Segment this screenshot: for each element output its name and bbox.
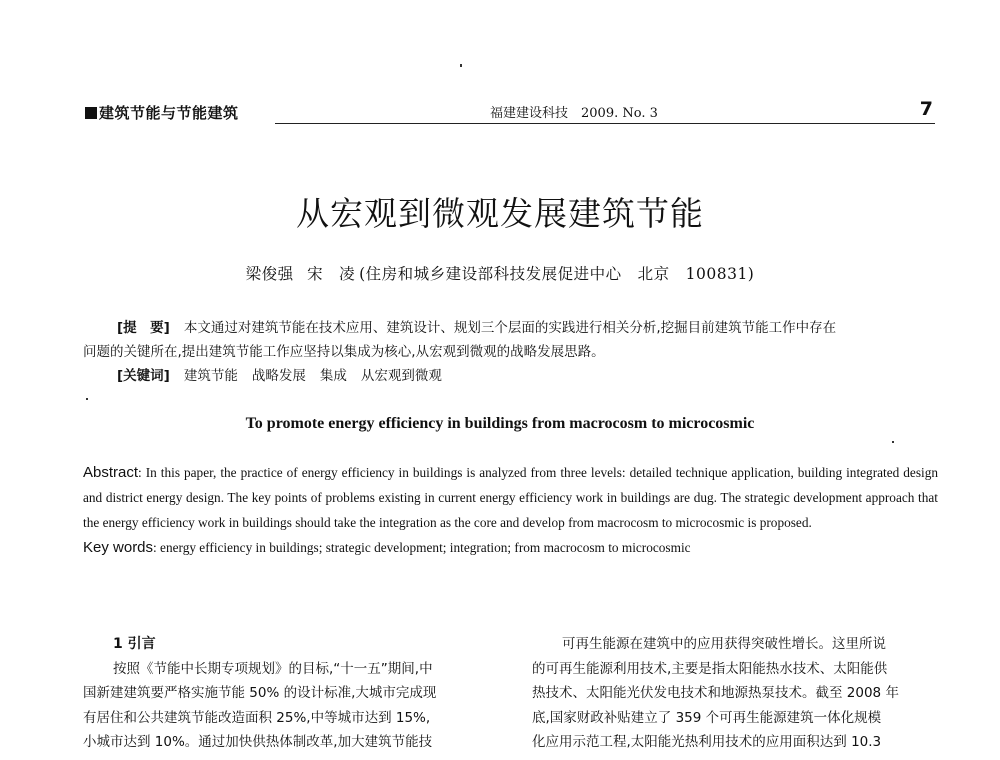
body-line: 底,国家财政补贴建立了 359 个可再生能源建筑一体化规模 bbox=[532, 709, 882, 726]
keywords-zh-label: [关键词] bbox=[117, 368, 170, 384]
section-square-icon bbox=[85, 107, 97, 119]
keyword-zh: 战略发展 bbox=[251, 368, 306, 384]
abstract-zh-label: [提 要] bbox=[117, 320, 170, 336]
abstract-zh-line: 问题的关键所在,提出建筑节能工作应坚持以集成为核心,从宏观到微观的战略发展思路。 bbox=[83, 344, 605, 360]
scan-speck bbox=[892, 441, 894, 443]
body-line: 的可再生能源利用技术,主要是指太阳能热水技术、太阳能供 bbox=[532, 660, 888, 677]
keywords-en-text: : energy efficiency in buildings; strategic development; integration; from macrocosm to microcosmic bbox=[153, 540, 691, 555]
body-line: 可再生能源在建筑中的应用获得突破性增长。这里所说 bbox=[562, 636, 886, 652]
keyword-zh: 建筑节能 bbox=[183, 368, 238, 384]
author-name: 梁俊强 bbox=[245, 265, 294, 283]
keywords-en-label: Key words bbox=[83, 539, 154, 556]
body-line: 国新建建筑要严格实施节能 50% 的设计标准,大城市完成现 bbox=[83, 685, 437, 701]
body-line: 小城市达到 10%。通过加快供热体制改革,加大建筑节能技 bbox=[83, 734, 433, 750]
abstract-en-paragraph bbox=[83, 460, 938, 535]
body-column-left bbox=[83, 632, 473, 755]
keyword-zh: 从宏观到微观 bbox=[360, 368, 442, 384]
header-rule bbox=[275, 123, 935, 124]
header-section-label bbox=[85, 102, 239, 123]
abstract-zh-line bbox=[83, 316, 943, 340]
body-column-right bbox=[532, 632, 937, 755]
abstract-en-text: : In this paper, the practice of energy efficiency in buildings is analyzed from three levels: detailed technique application, building integrated design and district energy design. The key points of problems existing in current energy efficiency work in buildings are dug. The strategic development approach that the energy efficiency work in buildings should take the integration as the core and develop from macrocosm to microcosmic is proposed. bbox=[83, 465, 938, 530]
keywords-en-paragraph bbox=[83, 535, 938, 560]
section-heading: 1 引言 bbox=[113, 636, 156, 652]
body-line: 按照《节能中长期专项规划》的目标,“十一五”期间,中 bbox=[113, 660, 433, 677]
keywords-zh bbox=[83, 364, 943, 388]
header-journal: 福建建设科技 2009. No. 3 bbox=[490, 106, 658, 121]
scan-speck bbox=[86, 398, 88, 400]
article-title-zh: 从宏观到微观发展建筑节能 bbox=[296, 194, 704, 233]
body-line: 热技术、太阳能光伏发电技术和地源热泵技术。截至 2008 年 bbox=[532, 685, 899, 701]
article-title-en: To promote energy efficiency in buildings from macrocosm to microcosmic bbox=[245, 415, 755, 432]
abstract-zh-text: 本文通过对建筑节能在技术应用、建筑设计、规划三个层面的实践进行相关分析,挖掘目前建筑节能工作中存在 bbox=[183, 320, 837, 336]
running-header bbox=[85, 100, 935, 126]
abstract-zh bbox=[83, 316, 943, 388]
authors bbox=[0, 262, 1000, 284]
scan-speck bbox=[460, 64, 462, 67]
abstract-en-label: Abstract bbox=[83, 464, 139, 481]
header-section-text: 建筑节能与节能建筑 bbox=[99, 104, 239, 122]
body-line: 有居住和公共建筑节能改造面积 25%,中等城市达到 15%, bbox=[83, 709, 431, 726]
keyword-zh: 集成 bbox=[319, 368, 347, 384]
author-name: 宋 凌 bbox=[307, 265, 356, 283]
author-affiliation: (住房和城乡建设部科技发展促进中心 北京 100831) bbox=[359, 265, 755, 283]
page-number: 7 bbox=[919, 98, 933, 120]
body-line: 化应用示范工程,太阳能光热利用技术的应用面积达到 10.3 bbox=[532, 734, 882, 750]
abstract-en bbox=[83, 460, 938, 560]
